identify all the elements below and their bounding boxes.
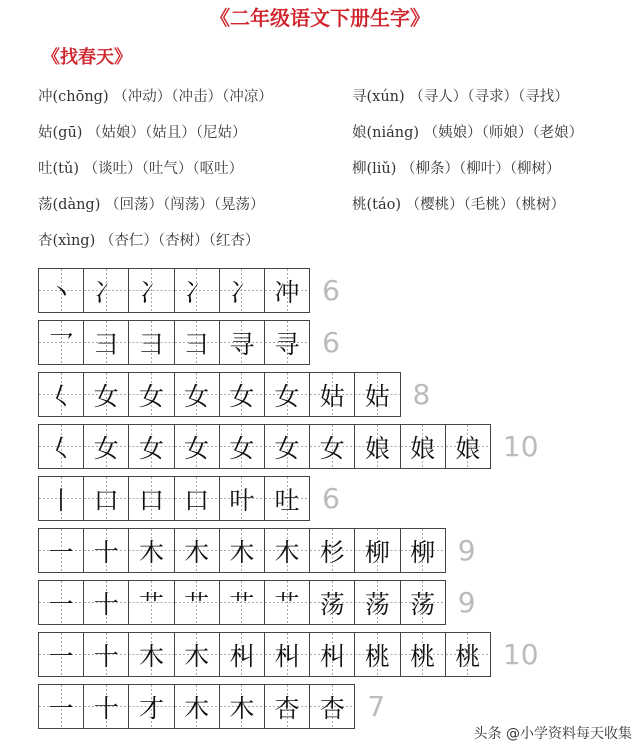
stroke-row: [38, 528, 476, 573]
stroke-cell: 女: [129, 425, 174, 468]
stroke-cell: 桃: [446, 633, 490, 676]
stroke-count: 9: [457, 586, 476, 619]
stroke-cell: 十: [84, 529, 129, 572]
stroke-cell: 木: [175, 685, 220, 728]
stroke-cell: 寻: [265, 321, 309, 364]
stroke-cell: 丨: [39, 477, 84, 520]
stroke-cell: 娘: [446, 425, 490, 468]
stroke-count: 10: [502, 430, 539, 463]
stroke-cell: 艹: [265, 581, 310, 624]
watermark: 头条 @小学资料每天收集: [473, 726, 632, 742]
vocab-line: 杏(xìng) （杏仁）（杏树）（红杏）: [38, 233, 260, 249]
stroke-cell: 桃: [355, 633, 400, 676]
vocab-line: 桃(táo) （樱桃）（毛桃）（桃树）: [352, 197, 566, 213]
stroke-count: 6: [322, 274, 340, 307]
stroke-cell: 口: [84, 477, 129, 520]
stroke-cell: 姑: [355, 373, 399, 416]
stroke-cell: 娘: [355, 425, 400, 468]
stroke-cell: 木: [220, 685, 265, 728]
stroke-row: [38, 476, 340, 521]
stroke-row: [38, 580, 476, 625]
stroke-cell: 一: [39, 529, 84, 572]
stroke-cell: 木: [129, 633, 174, 676]
vocab-line: 吐(tǔ) （谈吐）（吐气）（呕吐）: [38, 161, 244, 177]
stroke-cell: 杏: [310, 685, 354, 728]
stroke-count: 9: [457, 534, 476, 567]
stroke-cell: 冫: [84, 269, 129, 312]
stroke-cell: 十: [84, 633, 129, 676]
vocab-line: 姑(gū) （姑娘）（姑且）（尼姑）: [38, 125, 247, 141]
stroke-cell: 荡: [310, 581, 355, 624]
stroke-cell: 艹: [220, 581, 265, 624]
stroke-cell: 杏: [265, 685, 310, 728]
stroke-cells: [38, 424, 491, 469]
stroke-cell: 彐: [129, 321, 174, 364]
stroke-cell: 叶: [220, 477, 265, 520]
stroke-cell: 朻: [310, 633, 355, 676]
stroke-cell: 木: [265, 529, 310, 572]
stroke-cell: 女: [175, 373, 220, 416]
stroke-cells: [38, 632, 491, 677]
stroke-count: 6: [322, 326, 340, 359]
stroke-count: 10: [502, 638, 539, 671]
stroke-row: [38, 372, 430, 417]
stroke-cells: [38, 268, 310, 313]
stroke-cell: 女: [265, 373, 310, 416]
stroke-cell: 朻: [220, 633, 265, 676]
stroke-cell: 丶: [39, 269, 84, 312]
stroke-cell: 艹: [129, 581, 174, 624]
stroke-row: [38, 320, 340, 365]
stroke-cell: 木: [175, 529, 220, 572]
lesson-title: 《找春天》: [42, 47, 132, 68]
stroke-row: [38, 268, 340, 313]
stroke-row: [38, 632, 539, 677]
stroke-cell: 桃: [401, 633, 446, 676]
vocab-line: 柳(liǔ) （柳条）（柳叶）（柳树）: [352, 161, 561, 177]
stroke-cell: 彐: [175, 321, 220, 364]
vocab-line: 寻(xún) （寻人）（寻求）（寻找）: [352, 89, 569, 105]
stroke-cell: 冲: [265, 269, 309, 312]
stroke-row: [38, 424, 539, 469]
vocab-line: 娘(niáng) （姨娘）（师娘）（老娘）: [352, 125, 584, 141]
stroke-cell: 十: [84, 581, 129, 624]
stroke-cell: 女: [265, 425, 310, 468]
stroke-cell: 才: [129, 685, 174, 728]
stroke-cell: 木: [175, 633, 220, 676]
stroke-cell: 一: [39, 581, 84, 624]
stroke-cells: [38, 684, 355, 729]
stroke-cell: 口: [175, 477, 220, 520]
stroke-cell: 荡: [355, 581, 400, 624]
stroke-cell: 一: [39, 685, 84, 728]
stroke-cell: 荡: [401, 581, 445, 624]
stroke-cell: 𡿨: [39, 425, 84, 468]
stroke-cells: [38, 476, 310, 521]
stroke-cell: 木: [129, 529, 174, 572]
stroke-cell: 柳: [401, 529, 445, 572]
stroke-cell: 寻: [220, 321, 265, 364]
stroke-cell: 吐: [265, 477, 309, 520]
stroke-cell: 柳: [355, 529, 400, 572]
page-title: 《二年级语文下册生字》: [210, 6, 430, 30]
stroke-cell: 乛: [39, 321, 84, 364]
stroke-cell: 冫: [220, 269, 265, 312]
vocab-line: 冲(chōng) （冲动）（冲击）（冲凉）: [38, 89, 273, 105]
stroke-row: [38, 684, 385, 729]
stroke-cell: 女: [129, 373, 174, 416]
stroke-cell: 女: [175, 425, 220, 468]
stroke-cell: 一: [39, 633, 84, 676]
stroke-count: 8: [412, 378, 431, 411]
stroke-cell: 彐: [84, 321, 129, 364]
stroke-cell: 口: [129, 477, 174, 520]
stroke-cells: [38, 528, 446, 573]
stroke-cell: 女: [220, 373, 265, 416]
stroke-cell: 木: [220, 529, 265, 572]
stroke-cells: [38, 580, 446, 625]
stroke-cell: 女: [220, 425, 265, 468]
stroke-cell: 十: [84, 685, 129, 728]
stroke-cells: [38, 372, 401, 417]
stroke-cell: 姑: [310, 373, 355, 416]
stroke-cell: 娘: [401, 425, 446, 468]
stroke-cell: 冫: [129, 269, 174, 312]
stroke-cell: 女: [310, 425, 355, 468]
stroke-count: 6: [322, 482, 340, 515]
stroke-cells: [38, 320, 310, 365]
stroke-cell: 杉: [310, 529, 355, 572]
stroke-cell: 女: [84, 425, 129, 468]
stroke-cell: 冫: [175, 269, 220, 312]
stroke-cell: 𡿨: [39, 373, 84, 416]
stroke-cell: 朻: [265, 633, 310, 676]
stroke-count: 7: [367, 690, 386, 723]
vocab-line: 荡(dàng) （回荡）（闯荡）（晃荡）: [38, 197, 265, 213]
stroke-cell: 女: [84, 373, 129, 416]
stroke-cell: 艹: [175, 581, 220, 624]
